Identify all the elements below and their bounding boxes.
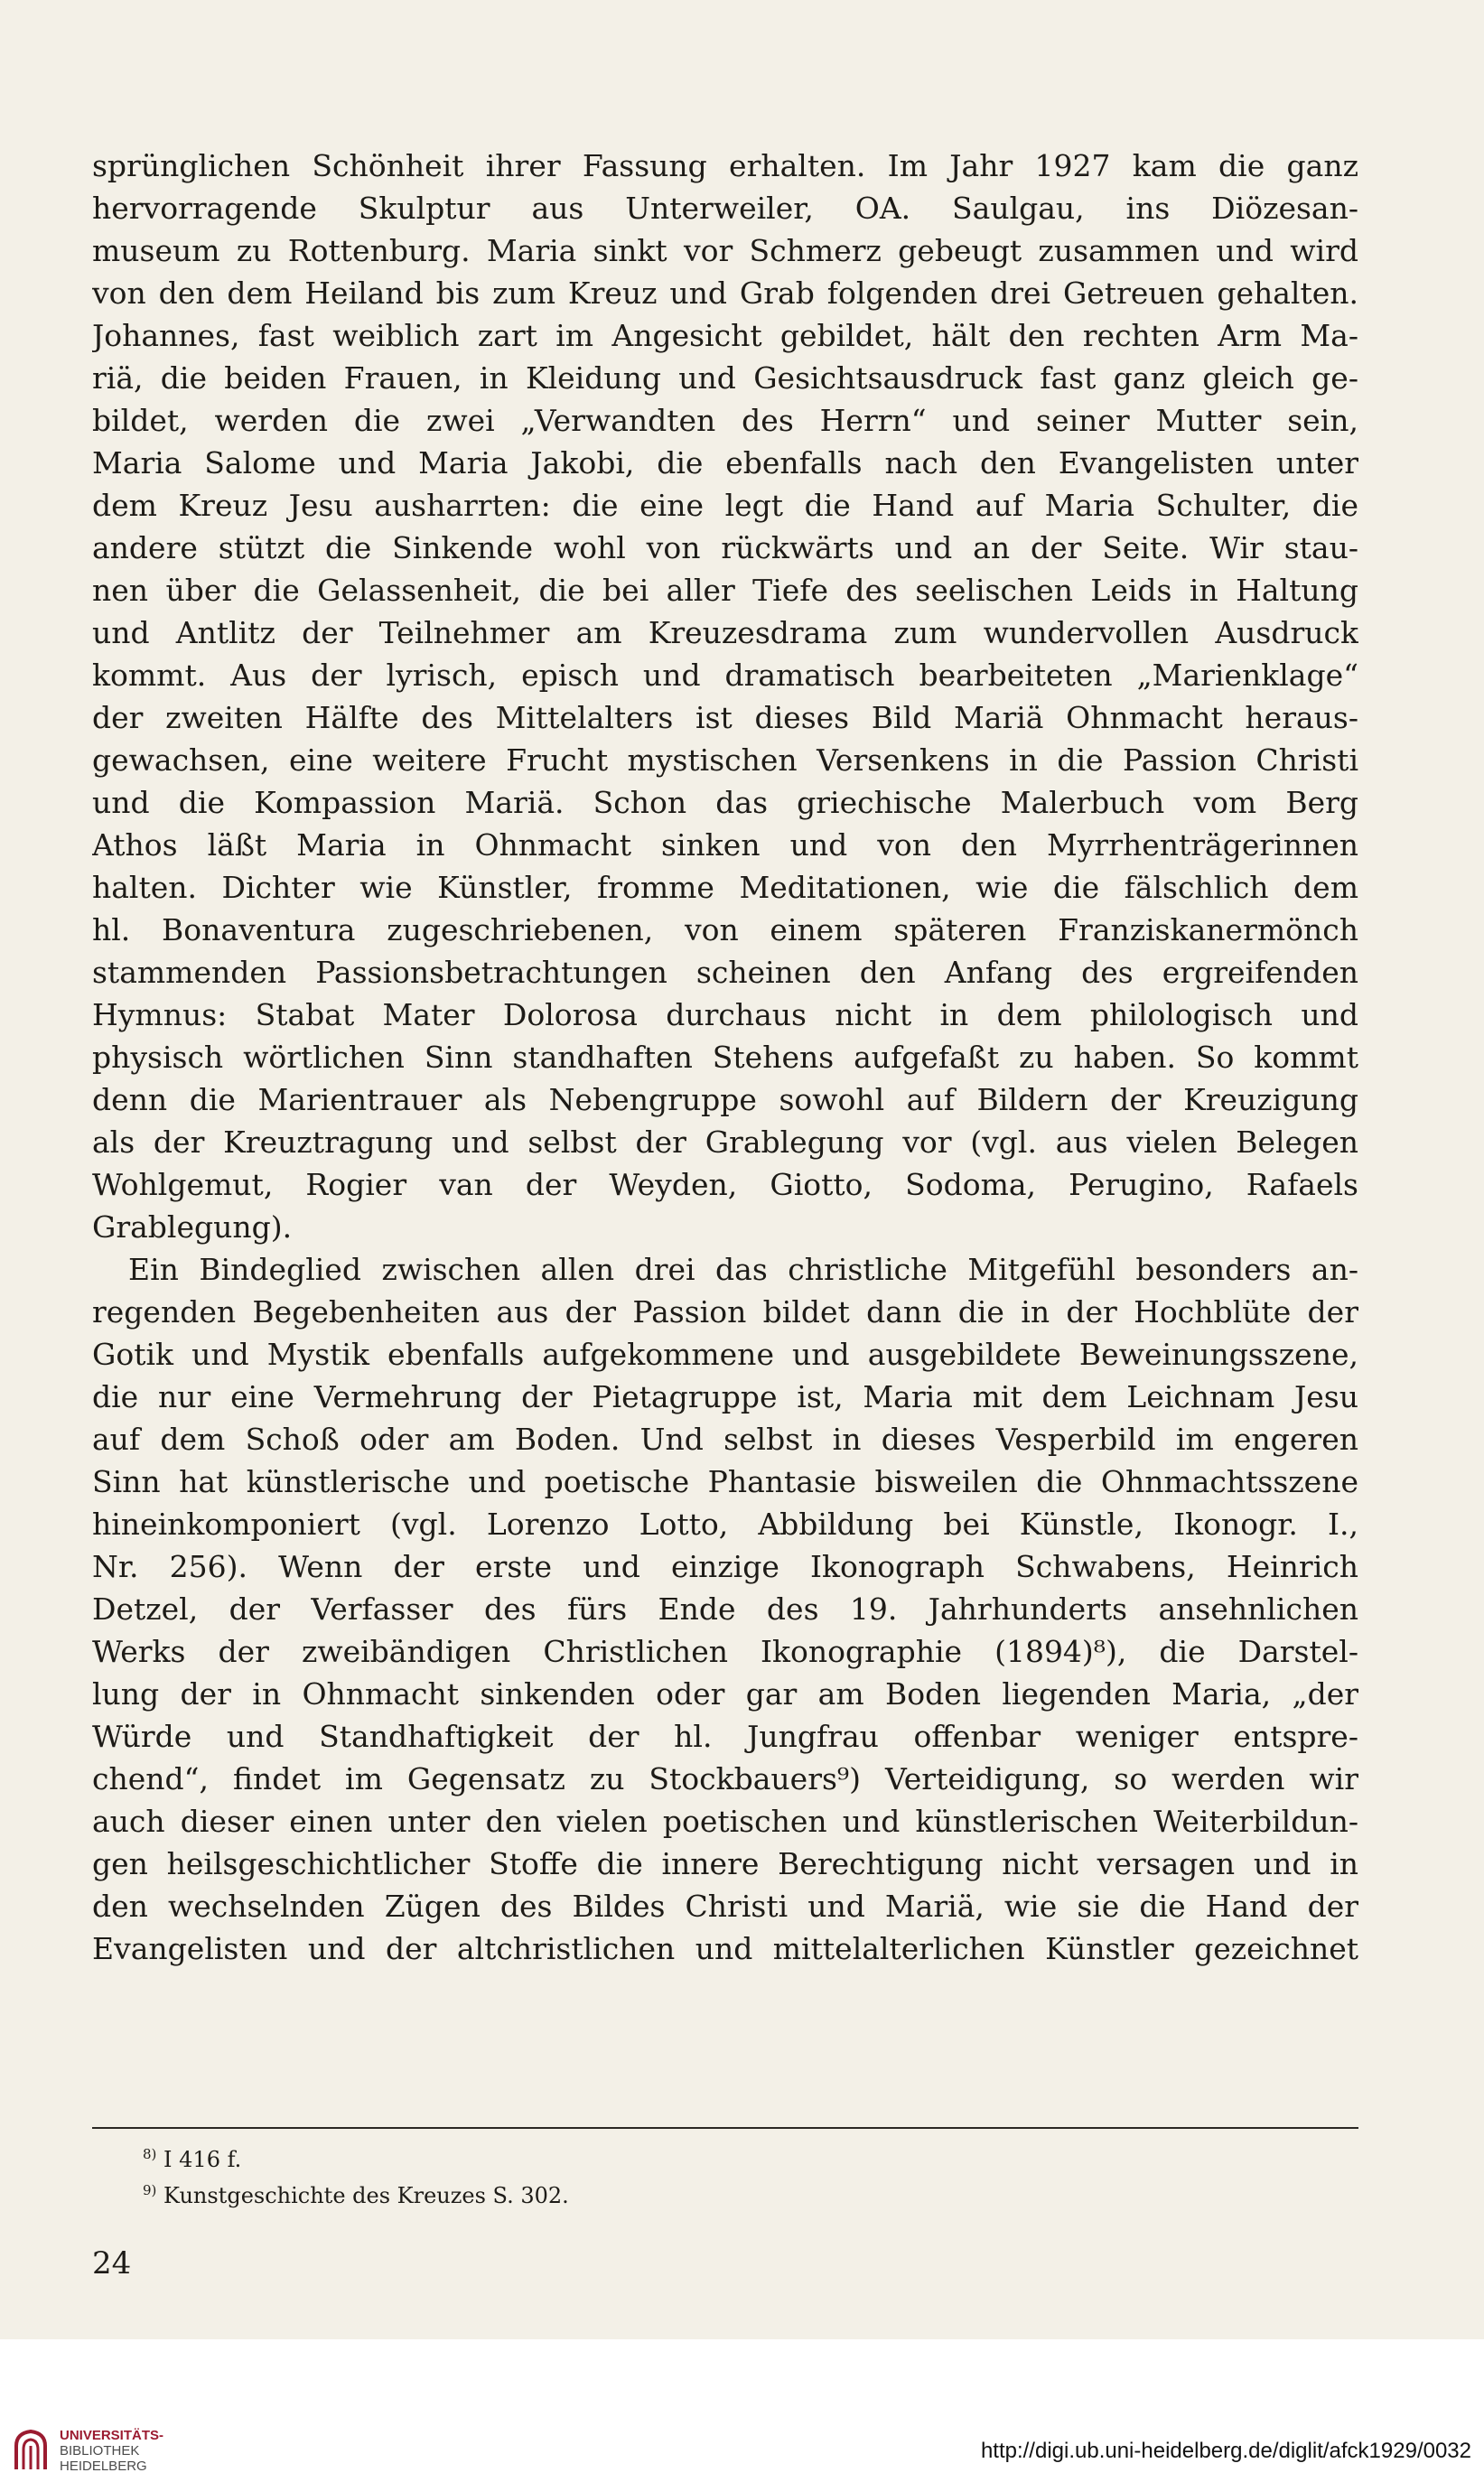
text-line: bildet, werden die zwei „Verwandten des Herrn“ und seiner Mutter sein, xyxy=(92,403,1358,438)
text-line: denn die Marientrauer als Nebengruppe sowohl auf Bildern der Kreuzigung xyxy=(92,1082,1358,1117)
text-line: stammenden Passionsbetrachtungen scheinen den Anfang des ergreifenden xyxy=(92,955,1358,990)
text-line: hineinkomponiert (vgl. Lorenzo Lotto, Abbildung bei Künstle, Ikonogr. I., xyxy=(92,1507,1358,1542)
text-line: gewachsen, eine weitere Frucht mystischen Versenkens in die Passion Christi xyxy=(92,742,1358,778)
text-line: und Antlitz der Teilnehmer am Kreuzesdrama zum wundervollen Ausdruck xyxy=(92,615,1358,650)
text-line: Sinn hat künstlerische und poetische Phantasie bisweilen die Ohnmachtsszene xyxy=(92,1464,1358,1499)
footnote-9 xyxy=(143,2175,1046,2211)
text-line: sprünglichen Schönheit ihrer Fassung erhalten. Im Jahr 1927 kam die ganz xyxy=(92,148,1358,183)
text-line: Wohlgemut, Rogier van der Weyden, Giotto, Sodoma, Perugino, Rafaels xyxy=(92,1167,1358,1202)
text-line: chend“, findet im Gegensatz zu Stockbauers⁹) Verteidigung, so werden wir xyxy=(92,1761,1358,1796)
text-line: lung der in Ohnmacht sinkenden oder gar am Boden liegenden Maria, „der xyxy=(92,1676,1358,1712)
text-line: dem Kreuz Jesu ausharrten: die eine legt die Hand auf Maria Schulter, die xyxy=(92,488,1358,523)
footnote-mark: 9) xyxy=(143,2182,157,2198)
text-line: auch dieser einen unter den vielen poetischen und künstlerischen Weiterbildun- xyxy=(92,1804,1358,1839)
text-line: nen über die Gelassenheit, die bei aller Tiefe des seelischen Leids in Haltung xyxy=(92,573,1358,608)
text-line: Würde und Standhaftigkeit der hl. Jungfrau offenbar weniger entspre- xyxy=(92,1719,1358,1754)
text-line: andere stützt die Sinkende wohl von rückwärts und an der Seite. Wir stau- xyxy=(92,530,1358,565)
text-line: Hymnus: Stabat Mater Dolorosa durchaus nicht in dem philologisch und xyxy=(92,997,1358,1032)
text-line: Gotik und Mystik ebenfalls aufgekommene und ausgebildete Beweinungsszene, xyxy=(92,1337,1358,1372)
footnote-text: I 416 f. xyxy=(163,2147,242,2172)
text-line: gen heilsgeschichtlicher Stoffe die innere Berechtigung nicht versagen und in xyxy=(92,1846,1358,1881)
text-line: Johannes, fast weiblich zart im Angesicht gebildet, hält den rechten Arm Ma- xyxy=(92,318,1358,353)
footnote-rule xyxy=(92,2127,1358,2129)
text-line: von den dem Heiland bis zum Kreuz und Grab folgenden drei Getreuen gehalten. xyxy=(92,275,1358,311)
text-line: museum zu Rottenburg. Maria sinkt vor Schmerz gebeugt zusammen und wird xyxy=(92,233,1358,268)
text-line: Nr. 256). Wenn der erste und einzige Ikonograph Schwabens, Heinrich xyxy=(92,1549,1358,1584)
text-line: Evangelisten und der altchristlichen und mittelalterlichen Künstler gezeichnet xyxy=(92,1931,1358,1966)
text-line: Werks der zweibändigen Christlichen Ikonographie (1894)⁸), die Darstel- xyxy=(92,1634,1358,1669)
text-line: hl. Bonaventura zugeschriebenen, von einem späteren Franziskanermönch xyxy=(92,912,1358,947)
text-line: die nur eine Vermehrung der Pietagruppe ist, Maria mit dem Leichnam Jesu xyxy=(92,1379,1358,1414)
library-name-line: HEIDELBERG xyxy=(60,2459,147,2474)
text-line: Grablegung). xyxy=(92,1209,293,1245)
body-text xyxy=(92,145,1358,1970)
footnote-mark: 8) xyxy=(143,2146,157,2162)
text-line: und die Kompassion Mariä. Schon das griechische Malerbuch vom Berg xyxy=(92,785,1358,820)
text-line: regenden Begebenheiten aus der Passion bildet dann die in der Hochblüte der xyxy=(92,1294,1358,1330)
footnote-text: Kunstgeschichte des Kreuzes S. 302. xyxy=(163,2183,569,2208)
text-line: Maria Salome und Maria Jakobi, die ebenfalls nach den Evangelisten unter xyxy=(92,445,1358,481)
library-name-line: UNIVERSITÄTS- xyxy=(60,2428,164,2443)
text-line: physisch wörtlichen Sinn standhaften Stehens aufgefaßt zu haben. So kommt xyxy=(92,1040,1358,1075)
text-line: Ein Bindeglied zwischen allen drei das christliche Mitgefühl besonders an- xyxy=(128,1252,1358,1287)
library-name-line: BIBLIOTHEK xyxy=(60,2443,140,2459)
text-line: hervorragende Skulptur aus Unterweiler, OA. Saulgau, ins Diözesan- xyxy=(92,191,1358,226)
text-line: riä, die beiden Frauen, in Kleidung und Gesichtsausdruck fast ganz gleich ge- xyxy=(92,360,1358,396)
text-line: Detzel, der Verfasser des fürs Ende des 19. Jahrhunderts ansehnlichen xyxy=(92,1591,1358,1627)
text-line: Athos läßt Maria in Ohnmacht sinken und von den Myrrhenträgerinnen xyxy=(92,827,1358,863)
text-line: halten. Dichter wie Künstler, fromme Meditationen, wie die fälschlich dem xyxy=(92,870,1358,905)
library-logo-text xyxy=(60,2428,163,2474)
text-line: kommt. Aus der lyrisch, episch und dramatisch bearbeiteten „Marienklage“ xyxy=(92,658,1358,693)
footnotes xyxy=(143,2139,1046,2211)
text-line: auf dem Schoß oder am Boden. Und selbst in dieses Vesperbild im engeren xyxy=(92,1422,1358,1457)
page-number: 24 xyxy=(92,2245,132,2281)
text-line: als der Kreuztragung und selbst der Grablegung vor (vgl. aus vielen Belegen xyxy=(92,1124,1358,1160)
text-line: den wechselnden Zügen des Bildes Christi und Mariä, wie sie die Hand der xyxy=(92,1889,1358,1924)
heidelberg-library-logo-icon xyxy=(13,2428,49,2473)
footnote-8 xyxy=(143,2139,1046,2175)
source-url-link[interactable]: http://digi.ub.uni-heidelberg.de/diglit/afck1929/0032 xyxy=(980,2439,1471,2463)
text-line: der zweiten Hälfte des Mittelalters ist dieses Bild Mariä Ohnmacht heraus- xyxy=(92,700,1358,735)
